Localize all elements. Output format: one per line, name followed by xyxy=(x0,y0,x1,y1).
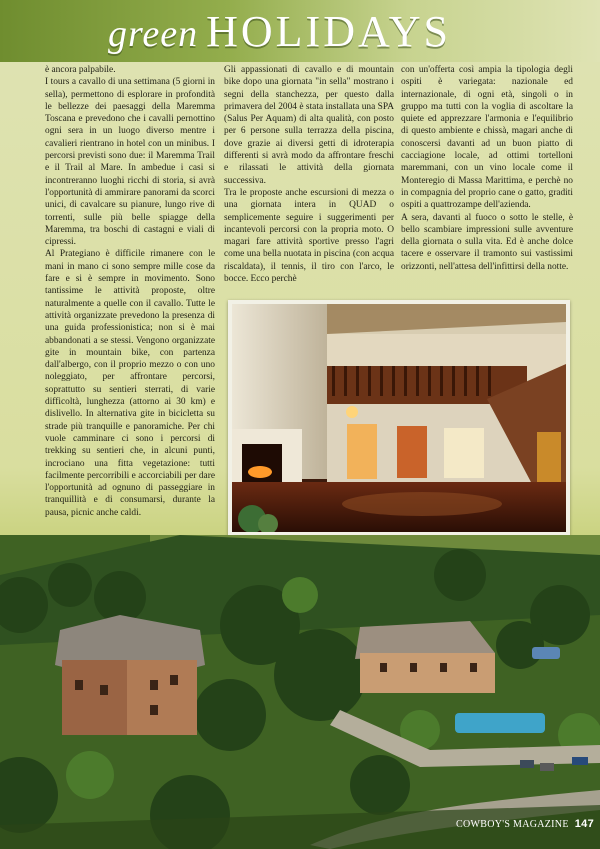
paragraph: è ancora palpabile. xyxy=(45,65,116,75)
aerial-landscape-photo xyxy=(0,535,600,849)
paragraph: Gli appassionati di cavallo e di mountain bike dopo una giornata "in sella" mostrano i segni della stanchezza, per questo dalla primavera del 2004 è stata installata una SPA (Salus Per Aquam) di alta qualità, con posto per 6 persone sulla terrazza della piscina, dove grazie ai diversi getti di idroterapia differenti si avrà modo da affrontare freschi e rilassati le attività della giornata successiva. xyxy=(224,65,394,186)
paragraph: con un'offerta così ampia la tipologia degli ospiti è variegata: nazionale ed internazionale, di ogni età, singoli o in gruppo ma tutti con la voglia di ascoltare la quiete ed apprezzare l'armonia e l'equilibrio di questo ambiente e chissà, magari anche di conoscersi davanti ad un buon piatto di cacciagione locale, ad ottimi tortelloni maremmani, con un vino locale come il Monteregio di Massa Marittima, e perchè no in compagnia del proprio cane o gatto, graditi ospiti a quattrozampe dell'azienda. xyxy=(401,65,573,211)
farmhouse-left xyxy=(55,615,205,735)
page-footer xyxy=(456,818,594,830)
text-column-1 xyxy=(45,64,215,519)
paragraph: Tra le proposte anche escursioni di mezza o una giornata intera in QUAD o semplicemente seguire i suggerimenti per incantevoli percorsi con la propria moto. O magari fare attività sportive presso l'agri come una bella nuotata in piscina (con acqua riscaldata), il tennis, il tiro con l'arco, le bocce. Ecco perchè xyxy=(224,187,394,285)
farmhouse-right xyxy=(355,621,495,693)
title-word-holidays: HOLIDAYS xyxy=(206,7,451,56)
interior-photo xyxy=(232,304,566,532)
text-column-2 xyxy=(224,64,394,285)
interior-photo-frame xyxy=(228,300,570,536)
magazine-name: COWBOY'S MAGAZINE xyxy=(456,819,569,830)
text-column-3 xyxy=(401,64,573,273)
paragraph: Al Prategiano è difficile rimanere con le mani in mano ci sono sempre mille cose da fare e si è sempre in movimento. Sono tantissime le attività proposte, oltre naturalmente a quelle con il cavallo. Tutte le attività organizzate prevedono la presenza di una guida professionistica; non si è mai abbandonati a se stessi. Vengono organizzate gite in mountain bike, con partenza dall'albergo, con il proprio mezzo o con uno noleggiato, per affrontare percorsi, soprattutto su sentieri sterrati, di varie difficoltà, lunghezza (attorno ai 30 km) e dislivello. In alternativa gite in bicicletta su strade più tranquille e panoramiche. Per chi vuole camminare ci sono i percorsi di trekking su sentieri che, in alcuni punti, incrociano una fitta vegetazione: tutti facilmente percorribili e accorciabili per dare l'opportunità ad ognuno di passeggiare in tranquillità e di consumarsi, durante la pausa, picnic anche caldi. xyxy=(45,249,215,518)
paragraph: I tours a cavallo di una settimana (5 giorni in sella), permettono di esplorare in profondità le bellezze dei paesaggi della Maremma Toscana e prevedono che i cavalli pernottino ogni sera in un luogo diverso mentre i cavalieri rientrano in hotel con un minibus. I percorsi previsti sono due: il Maremma Trail e il Trail al Mare. In ambedue i casi si incontreranno luoghi ricchi di storia, si avrà l'opportunità di ammirare panorami da scorci unici, di cavalcare su pianure, lungo rive di torrenti, sulle più belle spiagge della Maremma, tra boschi di castagni e viali di cipressi. xyxy=(45,77,215,248)
title-word-green: green xyxy=(108,13,199,55)
paragraph: A sera, davanti al fuoco o sotto le stelle, è bello scambiare impressioni sulle avventure della giornata o sulla vita. Ed è anche dolce tacere e osservare il tramonto sui vastissimi orizzonti, nell'attesa dell'infittirsi della notte. xyxy=(401,212,573,272)
page-number: 147 xyxy=(574,818,594,830)
section-title xyxy=(108,6,451,57)
